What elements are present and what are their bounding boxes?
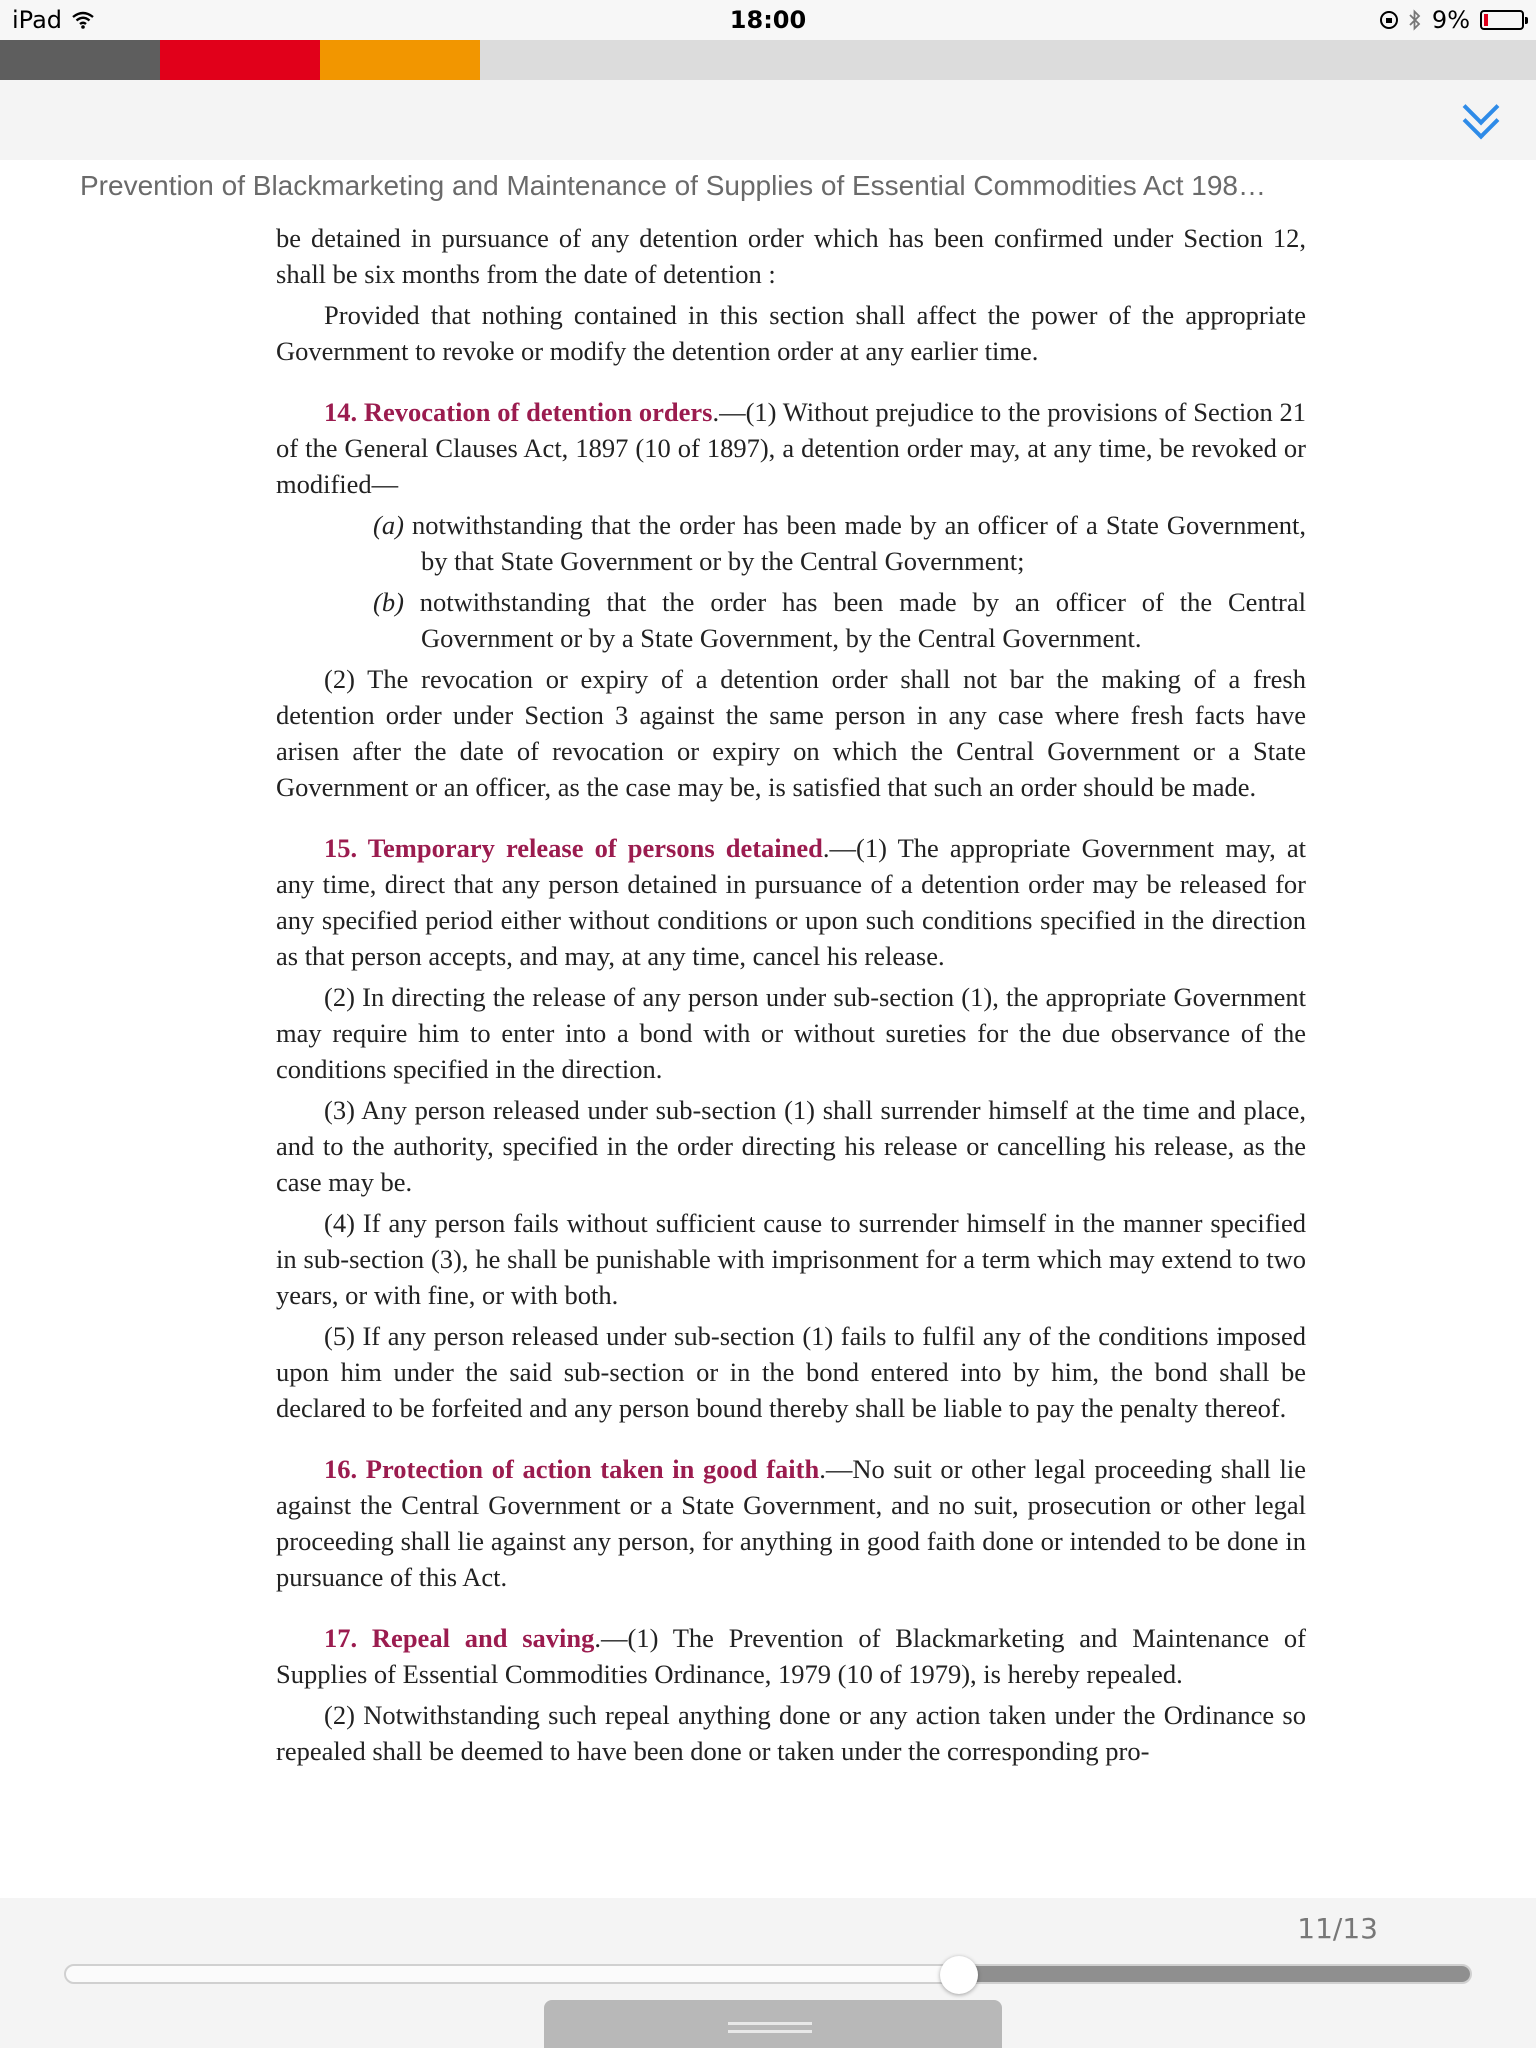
section-17: [276, 1620, 1306, 1692]
drawer-handle[interactable]: [544, 2000, 1002, 2048]
section-heading: 14. Revocation of detention orders: [324, 397, 713, 427]
section-text: .—(1) The Prevention of Blackmarketing and Maintenance of Supplies of Essential Commodities Ordinance, 1979 (10 of 1979), is hereby repealed.: [276, 1623, 1306, 1689]
color-segment: [320, 40, 480, 80]
clause-text: notwithstanding that the order has been made by an officer of a State Government, by that State Government or by the Central Government;: [403, 510, 1306, 576]
grip-line: [728, 2030, 812, 2033]
page-scrubber-thumb[interactable]: [940, 1956, 978, 1994]
section-heading: 17. Repeal and saving: [324, 1623, 595, 1653]
device-name: iPad: [12, 6, 63, 34]
battery-percent: 9%: [1431, 6, 1470, 34]
color-segment: [160, 40, 320, 80]
paragraph: (3) Any person released under sub-section (1) shall surrender himself at the time and place, and to the authority, specified in the order directing his release or cancelling his release, as the case may be.: [276, 1095, 1306, 1197]
clause-a: [276, 507, 1306, 579]
section-16: [276, 1451, 1306, 1595]
toolbar: [0, 80, 1536, 160]
section-text: .—No suit or other legal proceeding shall lie against the Central Government or a State Government, and no suit, prosecution or other legal proceeding shall lie against any person, for anything in good faith done or intended to be done in pursuance of this Act.: [276, 1454, 1306, 1592]
bluetooth-icon: [1408, 9, 1422, 31]
clause-label: (b): [373, 587, 404, 617]
battery-level: [1484, 14, 1488, 26]
paragraph: (2) The revocation or expiry of a detention order shall not bar the making of a fresh detention order under Section 3 against the same person in any case where fresh facts have arisen after the date of revocation or expiry on which the Central Government or a State Government or an officer, as the case may be, is satisfied that such an order should be made.: [276, 664, 1306, 802]
section-15: [276, 830, 1306, 974]
paragraph: (2) Notwithstanding such repeal anything done or any action taken under the Ordinance so repealed shall be deemed to have been done or taken under the corresponding pro-: [276, 1700, 1306, 1766]
rotation-lock-icon: [1380, 11, 1398, 29]
document-page: [276, 220, 1306, 1774]
section-heading: 15. Temporary release of persons detained: [324, 833, 823, 863]
paragraph: (4) If any person fails without sufficient cause to surrender himself in the manner specified in sub-section (3), he shall be punishable with imprisonment for a term which may extend to two years, or with fine, or with both.: [276, 1208, 1306, 1310]
page-scrubber-track[interactable]: [64, 1964, 1472, 1984]
page-scrubber-remaining: [958, 1966, 1471, 1982]
document-title: Prevention of Blackmarketing and Maintenance of Supplies of Essential Commodities Act 198…: [80, 170, 1266, 201]
section-text: .—(1) Without prejudice to the provisions of Section 21 of the General Clauses Act, 1897 (10 of 1897), a detention order may, at any time, be revoked or modified—: [276, 397, 1306, 499]
section-text: .—(1) The appropriate Government may, at any time, direct that any person detained in pursuance of a detention order may be released for any specified period either without conditions or upon such conditions specified in the direction as that person accepts, and may, at any time, cancel his release.: [276, 833, 1306, 971]
clause-b: [276, 584, 1306, 656]
status-right: [1380, 6, 1524, 34]
battery-icon: [1480, 10, 1524, 30]
paragraph: Provided that nothing contained in this section shall affect the power of the appropriate Government to revoke or modify the detention order at any earlier time.: [276, 300, 1306, 366]
double-chevron-down-icon[interactable]: [1458, 96, 1506, 140]
color-strip: [0, 40, 1536, 80]
section-14: [276, 394, 1306, 502]
paragraph: (5) If any person released under sub-section (1) fails to fulfil any of the conditions imposed upon him under the said sub-section or in the bond entered into by him, the bond shall be declared to be forfeited and any person bound thereby shall be liable to pay the penalty thereof.: [276, 1321, 1306, 1423]
color-segment: [0, 40, 160, 80]
clause-label: (a): [373, 510, 404, 540]
grip-line: [728, 2022, 812, 2025]
page-counter: 11/13: [1297, 1912, 1378, 1945]
section-heading: 16. Protection of action taken in good faith: [324, 1454, 820, 1484]
status-bar: [0, 0, 1536, 40]
clause-text: notwithstanding that the order has been made by an officer of the Central Government or by a State Government, by the Central Government.: [403, 587, 1306, 653]
paragraph: be detained in pursuance of any detention order which has been confirmed under Section 12, shall be six months from the date of detention :: [276, 223, 1306, 289]
status-time: 18:00: [729, 6, 807, 34]
paragraph: (2) In directing the release of any person under sub-section (1), the appropriate Government may require him to enter into a bond with or without sureties for the due observance of the conditions specified in the direction.: [276, 982, 1306, 1084]
page-navigator: [0, 1898, 1536, 2048]
